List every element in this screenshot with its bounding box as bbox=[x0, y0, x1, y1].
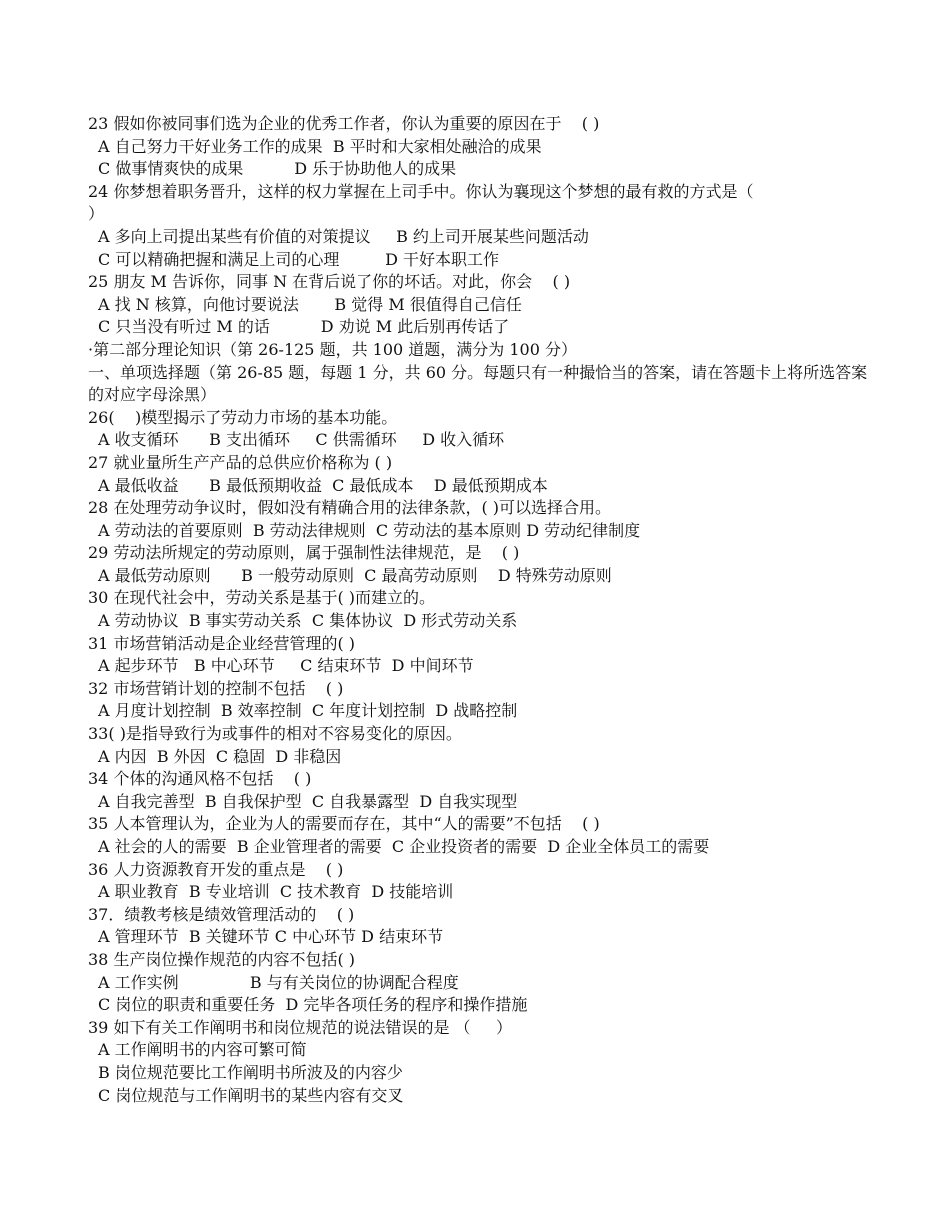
question-line: 一、单项选择题（第 26-85 题，每题 1 分，共 60 分。每题只有一种撮恰当的答案，请在答题卡上将所选答案的对应字母涂黑） bbox=[88, 362, 868, 405]
answer-options-line: A 最低劳动原则 B 一般劳动原则 C 最高劳动原则 D 特殊劳动原则 bbox=[98, 565, 612, 585]
answer-options-line: A 自己努力干好业务工作的成果 B 平时和大家相处融洽的成果 bbox=[98, 136, 542, 156]
answer-options-line: C 岗位规范与工作阐明书的某些内容有交叉 bbox=[98, 1085, 404, 1105]
answer-options-line: A 职业教育 B 专业培训 C 技术教育 D 技能培训 bbox=[98, 882, 454, 902]
question-line: 33( )是指导致行为或事件的相对不容易变化的原因。 bbox=[88, 724, 462, 744]
answer-options-line: C 做事情爽快的成果 D 乐于协助他人的成果 bbox=[98, 159, 457, 179]
question-line: 32 市场营销计划的控制不包括 ( ) bbox=[88, 678, 344, 698]
answer-options-line: A 工作阐明书的内容可繁可简 bbox=[98, 1040, 307, 1060]
answer-options-line: A 起步环节 B 中心环节 C 结束环节 D 中间环节 bbox=[98, 656, 474, 676]
answer-options-line: C 只当没有听过 M 的话 D 劝说 M 此后别再传话了 bbox=[98, 317, 510, 337]
answer-options-line: A 收支循环 B 支出循环 C 供需循环 D 收入循环 bbox=[98, 430, 505, 450]
answer-options-line: A 劳动协议 B 事实劳动关系 C 集体协议 D 形式劳动关系 bbox=[98, 611, 518, 631]
document-page bbox=[88, 113, 878, 1107]
question-line: 26( )模型揭示了劳动力市场的基本功能。 bbox=[88, 407, 398, 427]
question-line: 39 如下有关工作阐明书和岗位规范的说法错误的是 （ ） bbox=[88, 1017, 512, 1037]
answer-options-line: C 岗位的职责和重要任务 D 完毕各项任务的程序和操作措施 bbox=[98, 995, 528, 1015]
question-line: 36 人力资源教育开发的重点是 ( ) bbox=[88, 859, 344, 879]
answer-options-line: A 多向上司提出某些有价值的对策提议 B 约上司开展某些问题活动 bbox=[98, 226, 589, 246]
answer-options-line: C 可以精确把握和满足上司的心理 D 干好本职工作 bbox=[98, 249, 500, 269]
answer-options-line: A 工作实例 B 与有关岗位的协调配合程度 bbox=[98, 972, 459, 992]
question-line: 34 个体的沟通风格不包括 ( ) bbox=[88, 769, 312, 789]
question-line: 31 市场营销活动是企业经营管理的( ) bbox=[88, 633, 356, 653]
answer-options-line: A 劳动法的首要原则 B 劳动法律规则 C 劳动法的基本原则 D 劳动纪律制度 bbox=[98, 520, 641, 540]
answer-options-line: A 社会的人的需要 B 企业管理者的需要 C 企业投资者的需要 D 企业全体员工的需要 bbox=[98, 837, 710, 856]
question-line: 24 你梦想着职务晋升，这样的权力掌握在上司手中。你认为襄现这个梦想的最有救的方式是（ bbox=[88, 181, 754, 201]
answer-options-line: A 管理环节 B 关键环节 C 中心环节 D 结束环节 bbox=[98, 927, 444, 947]
question-line: 37．绩教考核是绩效管理活动的 ( ) bbox=[88, 904, 355, 924]
question-line: 29 劳动法所规定的劳动原则，属于强制性法律规范，是 ( ) bbox=[88, 543, 520, 563]
answer-options-line: A 最低收益 B 最低预期收益 C 最低成本 D 最低预期成本 bbox=[98, 475, 548, 495]
question-line: ·第二部分理论知识（第 26-125 题，共 100 道题，满分为 100 分） bbox=[88, 339, 577, 359]
answer-options-line: A 月度计划控制 B 效率控制 C 年度计划控制 D 战略控制 bbox=[98, 701, 518, 721]
question-line: 30 在现代社会中，劳动关系是基于( )而建立的。 bbox=[88, 588, 436, 608]
question-line: 25 朋友 M 告诉你，同事 N 在背后说了你的坏话。对此，你会 ( ) bbox=[88, 272, 571, 292]
answer-options-line: A 自我完善型 B 自我保护型 C 自我暴露型 D 自我实现型 bbox=[98, 791, 518, 811]
question-line: ） bbox=[88, 204, 105, 224]
question-line: 38 生产岗位操作规范的内容不包括( ) bbox=[88, 949, 356, 969]
answer-options-line: A 找 N 核算，向他讨要说法 B 觉得 M 很值得自己信任 bbox=[98, 294, 522, 314]
question-line: 23 假如你被同事们选为企业的优秀工作者，你认为重要的原因在于 ( ) bbox=[88, 114, 600, 133]
answer-options-line: A 内因 B 外因 C 稳固 D 非稳因 bbox=[98, 746, 342, 766]
question-line: 28 在处理劳动争议时，假如没有精确合用的法律条款，( )可以选择合用。 bbox=[88, 498, 612, 518]
question-line: 27 就业量所生产产品的总供应价格称为 ( ) bbox=[88, 452, 393, 472]
answer-options-line: B 岗位规范要比工作阐明书所波及的内容少 bbox=[98, 1062, 403, 1082]
question-line: 35 人本管理认为，企业为人的需要而存在，其中“人的需要”不包括 ( ) bbox=[88, 814, 600, 834]
